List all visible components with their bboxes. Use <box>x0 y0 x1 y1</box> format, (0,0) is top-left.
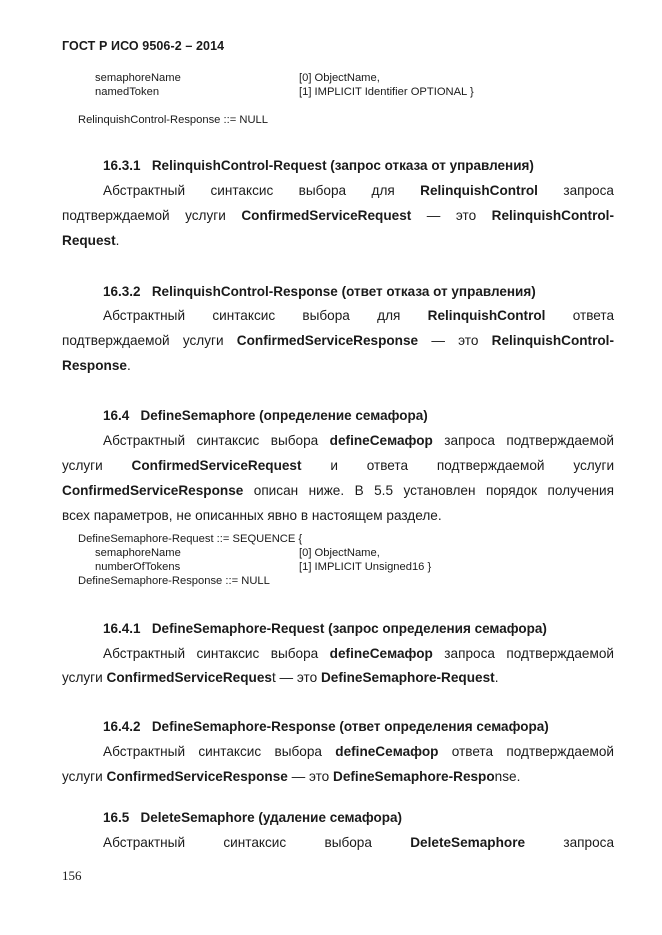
standard-header: ГОСТ Р ИСО 9506-2 – 2014 <box>62 39 225 53</box>
section-number: 16.3.2 <box>103 284 141 299</box>
section-heading-16-4-2 <box>103 719 549 734</box>
code-field-type: [0] ObjectName, <box>299 547 380 559</box>
text-line: подтверждаемой услуги ConfirmedServiceResponse — это RelinquishControl- <box>62 333 614 348</box>
section-number: 16.4 <box>103 408 130 423</box>
text-line: Абстрактный синтаксис выбора defineCeмафор ответа подтверждаемой <box>103 744 615 759</box>
page-number: 156 <box>62 868 82 883</box>
code-field-type: [0] ObjectName, <box>299 72 380 84</box>
section-title: DefineSemaphore-Response (ответ определения семафора) <box>151 719 549 734</box>
text-line: услуги ConfirmedServiceResponse — это DefineSemaphore-Response. <box>62 769 521 784</box>
code-field-name: numberOfTokens <box>95 561 181 573</box>
section-title: DefineSemaphore-Request (запрос определения семафора) <box>151 621 547 636</box>
text-line: Request. <box>62 233 120 248</box>
code-field-name: semaphoreName <box>95 547 181 559</box>
text-line: ConfirmedServiceResponse описан ниже. В 5.5 установлен порядок получения <box>62 483 614 498</box>
text-line: Абстрактный синтаксис выбора defineCeмафор запроса подтверждаемой <box>103 433 614 448</box>
code-field-name: semaphoreName <box>95 72 181 84</box>
section-heading-16-4-1 <box>103 621 547 636</box>
section-title: DeleteSemaphore (удаление семафора) <box>140 810 402 825</box>
text-line: услуги ConfirmedServiceRequest — это DefineSemaphore-Request. <box>62 670 499 685</box>
code-field-name: namedToken <box>95 86 160 98</box>
section-number: 16.3.1 <box>103 158 141 173</box>
text-line: подтверждаемой услуги ConfirmedServiceRequest — это RelinquishControl- <box>62 208 614 223</box>
text-line: Response. <box>62 358 131 373</box>
section-heading-16-4 <box>103 408 428 423</box>
section-heading-16-3-1 <box>103 158 534 173</box>
section-title: RelinquishControl-Response (ответ отказа от управления) <box>151 284 536 299</box>
section-title: RelinquishControl-Request (запрос отказа от управления) <box>151 158 534 173</box>
code-response-line: RelinquishControl-Response ::= NULL <box>78 114 268 126</box>
text-line: услуги ConfirmedServiceRequest и ответа подтверждаемой услуги <box>62 458 615 473</box>
section-number: 16.4.2 <box>103 719 141 734</box>
text-line: Абстрактный синтаксис выбора DeleteSemaphore запроса <box>103 835 615 850</box>
text-line: Абстрактный синтаксис выбора для RelinquishControl ответа <box>103 308 615 323</box>
text-line: Абстрактный синтаксис выбора defineCeмафор запроса подтверждаемой <box>103 646 614 661</box>
section-heading-16-3-2 <box>103 284 536 299</box>
section-number: 16.4.1 <box>103 621 141 636</box>
code-sequence-head: DefineSemaphore-Request ::= SEQUENCE { <box>78 533 303 545</box>
text-line: Абстрактный синтаксис выбора для RelinquishControl запроса <box>103 183 614 198</box>
code-field-type: [1] IMPLICIT Identifier OPTIONAL } <box>299 86 474 98</box>
section-heading-16-5 <box>103 810 402 825</box>
section-title: DefineSemaphore (определение семафора) <box>140 408 428 423</box>
section-number: 16.5 <box>103 810 130 825</box>
text-line: всех параметров, не описанных явно в настоящем разделе. <box>62 508 442 523</box>
code-field-type: [1] IMPLICIT Unsigned16 } <box>299 561 432 573</box>
code-response-line: DefineSemaphore-Response ::= NULL <box>78 575 270 587</box>
